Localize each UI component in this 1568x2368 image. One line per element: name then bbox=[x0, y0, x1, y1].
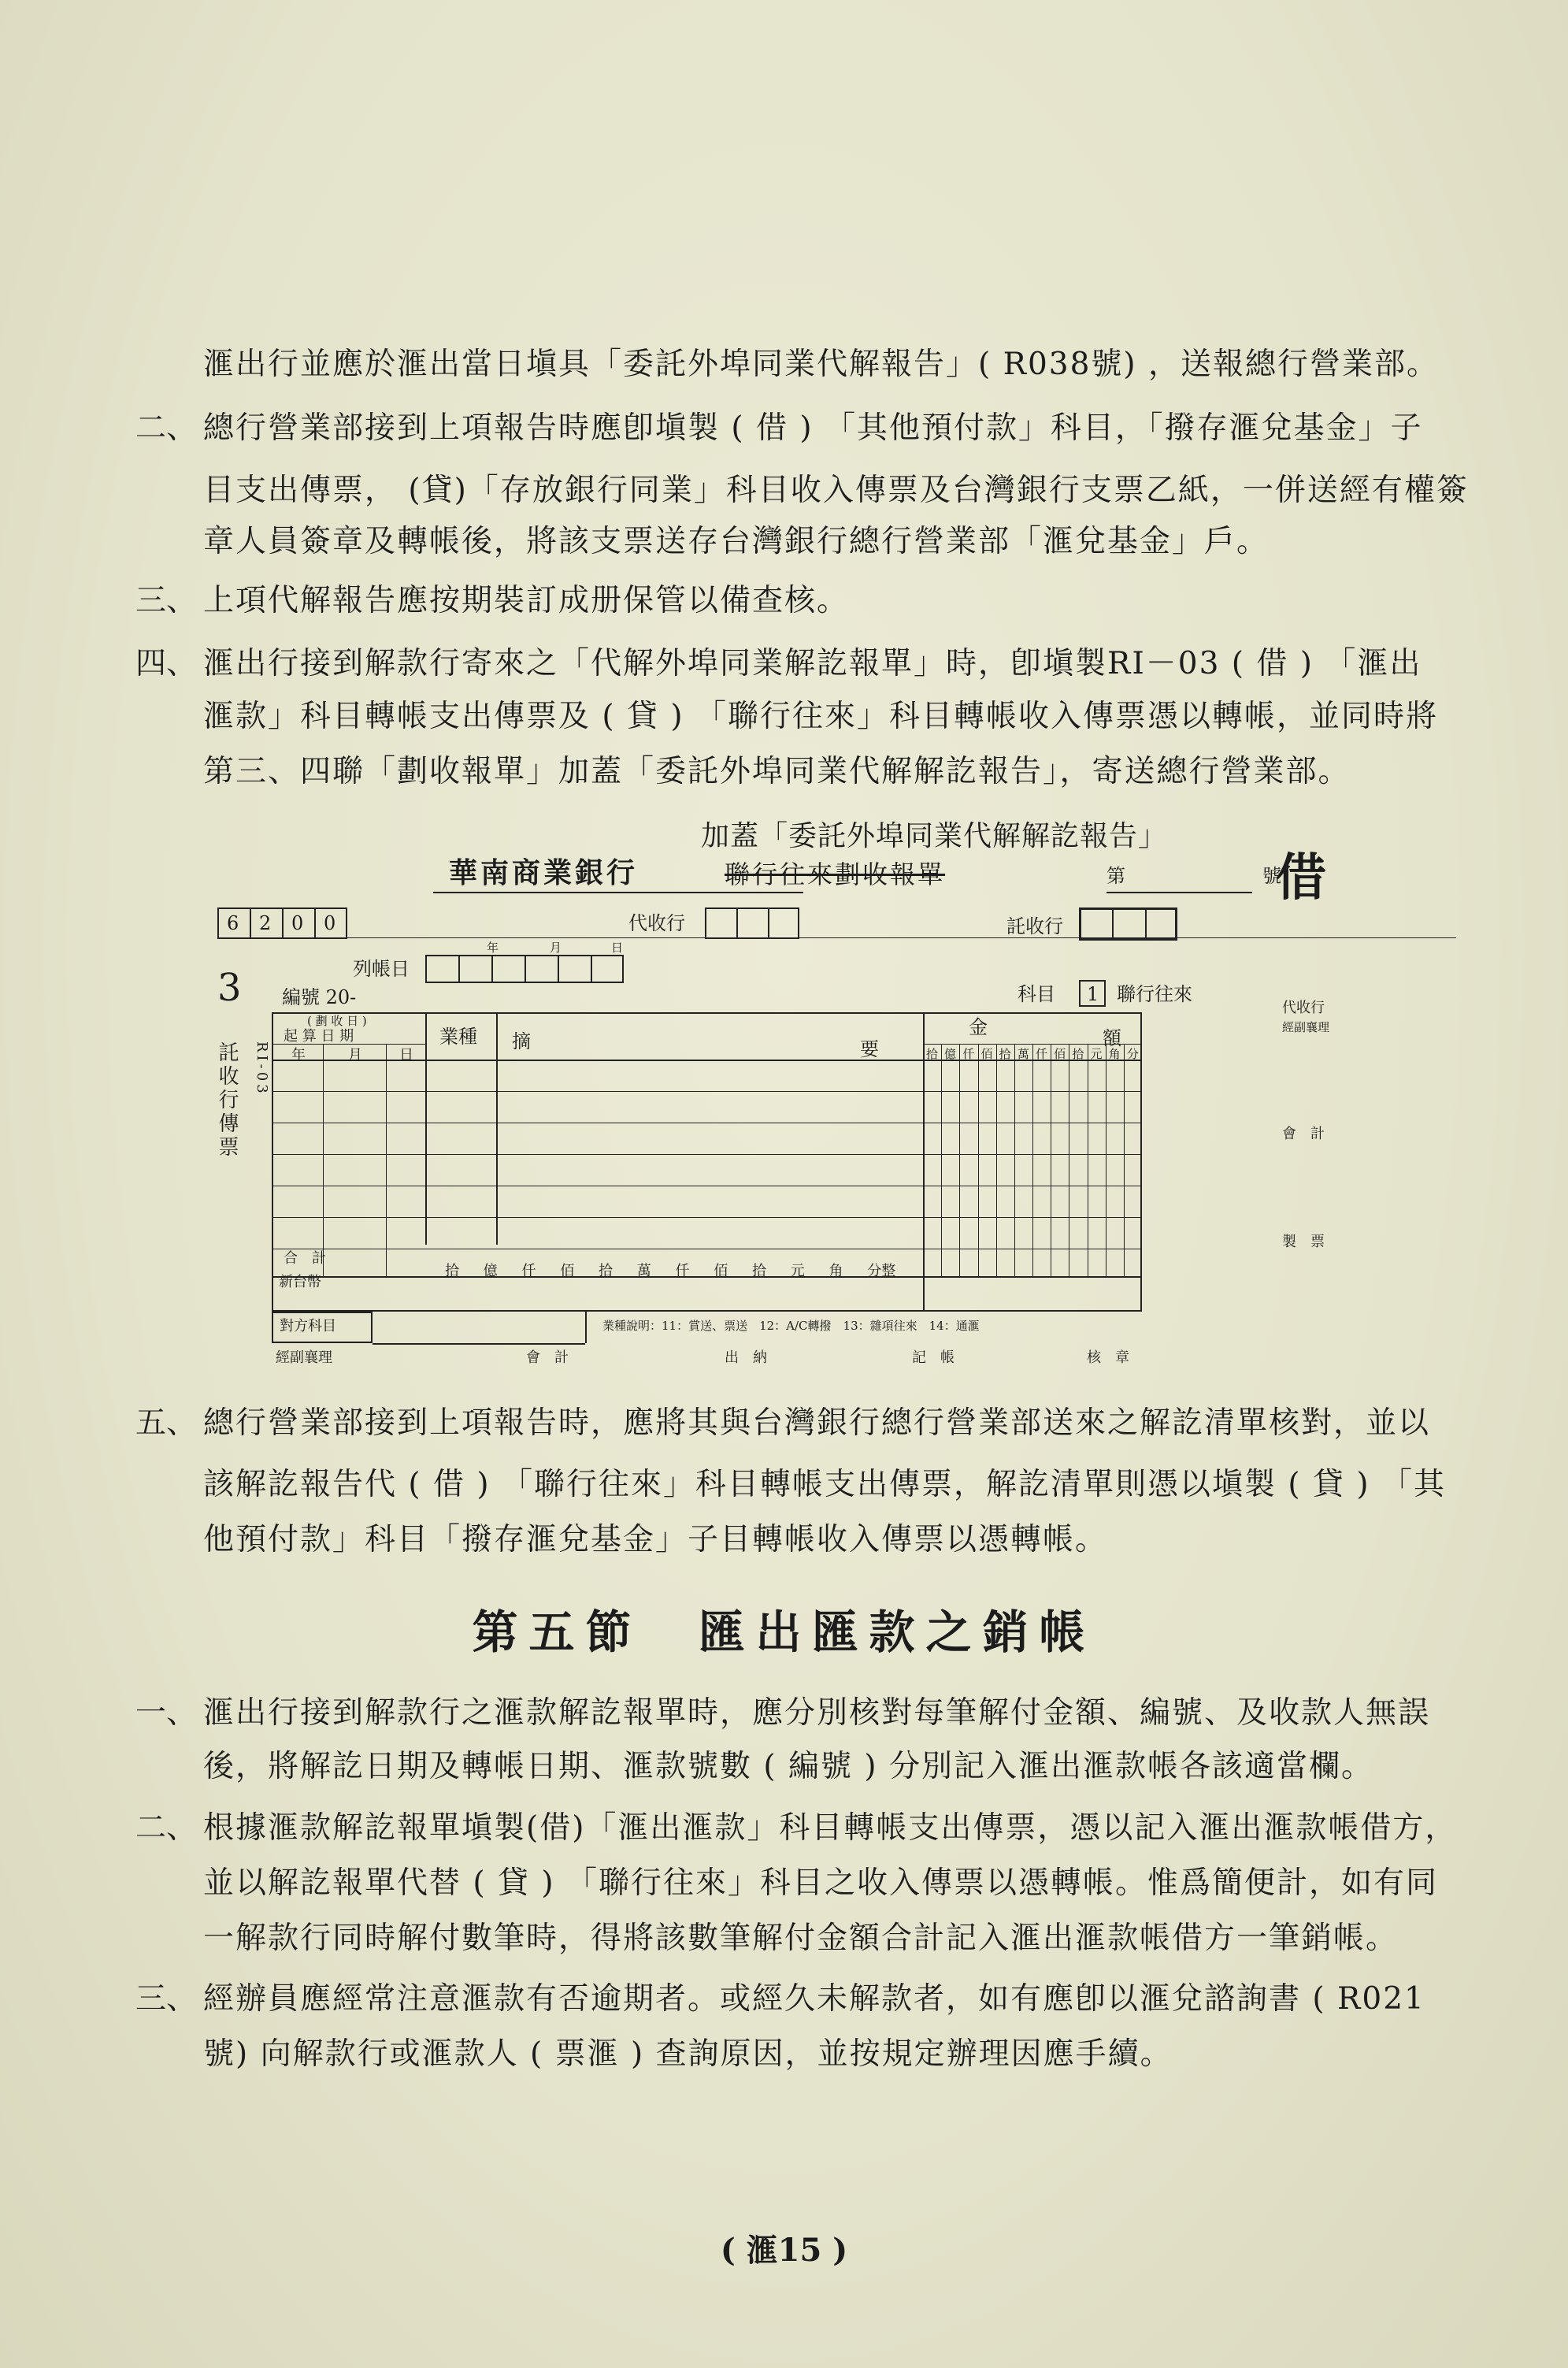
form-bank-name: 華南商業銀行 bbox=[449, 856, 639, 889]
form-amount-unit: 元 bbox=[1090, 1047, 1103, 1061]
form-total-unit: 拾 bbox=[445, 1263, 459, 1279]
sub-item-2-line-2: 並以解訖報單代替 ( 貸 ) 「聯行往來」科目之收入傳票以憑轉帳。惟爲簡便計，如有同 bbox=[203, 1865, 1439, 1901]
form-post-date-divider bbox=[458, 955, 460, 983]
item-2-line-3: 章人員簽章及轉帳後，將該支票送存台灣銀行總行營業部「滙兌基金」戶。 bbox=[203, 524, 1270, 559]
form-post-date-label: 列帳日 bbox=[353, 958, 410, 980]
form-type-col-end bbox=[496, 1012, 498, 1245]
form-amount-subline bbox=[923, 1044, 1142, 1045]
form-entrust-divider bbox=[1112, 907, 1114, 941]
item-5-line-2: 該解訖報告代 ( 借 ) 「聯行往來」科目轉帳支出傳票，解訖清單則憑以塡製 ( 貸 ) 「其 bbox=[203, 1467, 1447, 1502]
form-total-unit: 拾 bbox=[599, 1263, 613, 1279]
form-account-code: 1 bbox=[1087, 983, 1099, 1005]
form-total-unit: 仟 bbox=[521, 1263, 536, 1279]
form-total-unit: 元 bbox=[790, 1263, 805, 1279]
form-right-label: 會 計 bbox=[1282, 1126, 1325, 1142]
form-no-label-left: 第 bbox=[1106, 865, 1125, 887]
item-4-line-1: 滙出行接到解款行寄來之「代解外埠同業解訖報單」時，卽塡製RI－03 ( 借 ) 「滙出 bbox=[203, 646, 1422, 681]
page-number: ( 滙15 ) bbox=[720, 2232, 848, 2269]
form-amount-header-right: 額 bbox=[1103, 1027, 1121, 1049]
item-number-4: 四、 bbox=[135, 646, 198, 681]
form-type-note: 業種說明：11：賞送、票送 12：A/C轉撥 13：雜項往來 14：通滙 bbox=[602, 1319, 980, 1333]
form-total-unit: 角 bbox=[828, 1263, 843, 1279]
form-struck-title: 聯行往來劃收報單 bbox=[725, 859, 946, 889]
form-amount-col-line bbox=[959, 1044, 960, 1276]
form-amount-unit: 億 bbox=[944, 1047, 957, 1061]
form-total-line bbox=[272, 1276, 1142, 1278]
form-debit-char: 借 bbox=[1276, 848, 1326, 907]
form-total-unit: 億 bbox=[483, 1263, 498, 1279]
form-agent-bank-box bbox=[705, 907, 799, 939]
form-date-col-year: 年 bbox=[291, 1047, 306, 1063]
form-amount-unit: 佰 bbox=[980, 1047, 993, 1061]
form-day-small: 日 bbox=[611, 941, 624, 955]
form-date-col-day: 日 bbox=[399, 1047, 413, 1063]
form-row-line bbox=[272, 1091, 1142, 1092]
form-total-unit: 拾 bbox=[752, 1263, 766, 1279]
form-agent-bank-label: 代收行 bbox=[628, 912, 685, 934]
form-date-col bbox=[323, 1044, 324, 1276]
sub-item-1-line-2: 後，將解訖日期及轉帳日期、滙款號數 ( 編號 ) 分別記入滙出滙款帳各該適當欄。 bbox=[203, 1749, 1374, 1784]
form-entrust-bank-box bbox=[1079, 907, 1177, 941]
form-date-header-top: ( 劃 收 日 ) bbox=[307, 1014, 367, 1028]
item-3-line-1: 上項代解報告應按期裝訂成册保管以備查核。 bbox=[203, 583, 850, 618]
form-code-digit: 0 bbox=[324, 912, 336, 934]
form-type-header: 業種 bbox=[439, 1026, 477, 1048]
form-account-name: 聯行往來 bbox=[1117, 983, 1192, 1005]
form-serial-label: 編號 20- bbox=[282, 986, 357, 1008]
form-amount-unit: 萬 bbox=[1017, 1047, 1029, 1061]
form-code-divider bbox=[282, 907, 284, 939]
form-amount-col-line bbox=[978, 1044, 979, 1276]
form-total-unit: 萬 bbox=[636, 1263, 651, 1279]
form-code-digit: 2 bbox=[259, 912, 272, 934]
form-amount-col-line bbox=[941, 1044, 942, 1276]
form-account-label: 科目 bbox=[1018, 983, 1055, 1005]
form-summary-col-end bbox=[923, 1012, 925, 1312]
form-summary-header-left: 摘 bbox=[512, 1030, 531, 1052]
para-continued-line-1: 滙出行並應於滙出當日塡具「委託外埠同業代解報告」( R038號) ，送報總行營業部。 bbox=[203, 347, 1440, 382]
form-bottom-label: 核 章 bbox=[1087, 1349, 1129, 1366]
form-post-date-divider bbox=[525, 955, 526, 983]
section-title: 第五節 匯出匯款之銷帳 bbox=[472, 1605, 1096, 1659]
voucher-form bbox=[173, 819, 1402, 1386]
form-right-label: 製 票 bbox=[1282, 1234, 1325, 1250]
form-total-unit: 佰 bbox=[714, 1263, 728, 1279]
item-number-2: 二、 bbox=[135, 410, 198, 446]
form-bottom-label: 經副襄理 bbox=[276, 1349, 332, 1366]
form-title-underline bbox=[433, 892, 803, 893]
form-entrust-divider bbox=[1145, 907, 1147, 941]
sub-item-number-3: 三、 bbox=[135, 1981, 198, 2017]
form-amount-unit: 分 bbox=[1126, 1047, 1139, 1061]
sub-item-number-1: 一、 bbox=[135, 1695, 198, 1731]
item-number-3: 三、 bbox=[135, 583, 198, 618]
form-amount-col-line bbox=[996, 1044, 997, 1276]
form-date-col-end bbox=[425, 1012, 427, 1245]
form-bottom-label: 會 計 bbox=[526, 1349, 569, 1366]
form-amount-col-line bbox=[1014, 1044, 1015, 1276]
form-counter-line bbox=[373, 1343, 585, 1345]
sub-item-2-line-1: 根據滙款解訖報單塡製(借)「滙出滙款」科目轉帳支出傳票，憑以記入滙出滙款帳借方， bbox=[203, 1810, 1458, 1846]
form-row-line bbox=[272, 1217, 1142, 1218]
form-amount-unit: 拾 bbox=[1072, 1047, 1084, 1061]
form-amount-col-line bbox=[1124, 1044, 1125, 1276]
item-5-line-1: 總行營業部接到上項報告時，應將其與台灣銀行總行營業部送來之解訖清單核對，並以 bbox=[203, 1405, 1431, 1441]
form-post-date-divider bbox=[491, 955, 493, 983]
form-amount-unit: 仟 bbox=[962, 1047, 975, 1061]
sub-item-2-line-3: 一解款行同時解付數筆時，得將該數筆解付金額合計記入滙出滙款帳借方一筆銷帳。 bbox=[203, 1921, 1399, 1956]
form-post-date-divider bbox=[591, 955, 592, 983]
form-copy-number: 3 bbox=[217, 966, 242, 1010]
sub-item-3-line-2: 號) 向解款行或滙款人 ( 票滙 ) 查詢原因，並按規定辦理因應手續。 bbox=[203, 2036, 1173, 2072]
form-month-small: 月 bbox=[550, 941, 562, 955]
form-year-small: 年 bbox=[487, 941, 499, 955]
form-bottom-label: 記 帳 bbox=[912, 1349, 955, 1366]
form-amount-unit: 佰 bbox=[1054, 1047, 1066, 1061]
sub-item-number-2: 二、 bbox=[135, 1810, 198, 1846]
form-code-digit: 6 bbox=[227, 912, 239, 934]
form-amount-unit: 角 bbox=[1108, 1047, 1121, 1061]
sub-item-1-line-1: 滙出行接到解款行之滙款解訖報單時，應分別核對每筆解付金額、編號、及收款人無誤 bbox=[203, 1695, 1431, 1731]
form-amount-unit: 仟 bbox=[1036, 1047, 1048, 1061]
form-post-date-divider bbox=[558, 955, 559, 983]
form-counter-end bbox=[585, 1312, 587, 1343]
item-5-line-3: 他預付款」科目「撥存滙兌基金」子目轉帳收入傳票以憑轉帳。 bbox=[203, 1522, 1108, 1557]
sub-item-3-line-1: 經辦員應經常注意滙款有否逾期者。或經久未解款者，如有應卽以滙兌諮詢書 ( R021 bbox=[203, 1981, 1425, 2017]
form-right-label: 代收行 bbox=[1282, 1000, 1325, 1016]
form-amount-header-left: 金 bbox=[969, 1016, 988, 1038]
form-side-title: 託收行傳票 bbox=[215, 1041, 239, 1160]
form-date-col bbox=[386, 1044, 387, 1276]
item-number-5: 五、 bbox=[135, 1405, 198, 1441]
form-no-label-right: 號 bbox=[1262, 865, 1281, 887]
form-summary-header-right: 要 bbox=[860, 1038, 879, 1060]
form-right-label: 經副襄理 bbox=[1282, 1020, 1330, 1034]
form-amount-unit: 拾 bbox=[999, 1047, 1011, 1061]
form-agent-divider bbox=[768, 907, 769, 939]
form-total-unit: 佰 bbox=[560, 1263, 575, 1279]
form-counter-label: 對方科目 bbox=[280, 1318, 336, 1334]
form-agent-divider bbox=[736, 907, 738, 939]
form-code-line bbox=[347, 937, 1456, 938]
item-4-line-2: 滙款」科目轉帳支出傳票及 ( 貸 ) 「聯行往來」科目轉帳收入傳票憑以轉帳，並同時將 bbox=[203, 699, 1439, 734]
form-date-col-month: 月 bbox=[348, 1047, 362, 1063]
form-entrust-bank-label: 託收行 bbox=[1006, 915, 1063, 937]
form-stamp: 加蓋「委託外埠同業代解解訖報告」 bbox=[701, 820, 1168, 852]
item-2-line-1: 總行營業部接到上項報告時應卽塡製 ( 借 ) 「其他預付款」科目，「撥存滙兌基金」子 bbox=[203, 410, 1423, 446]
form-side-code: RI-03 bbox=[254, 1041, 270, 1097]
item-4-line-3: 第三、四聯「劃收報單」加蓋「委託外埠同業代解解訖報告」，寄送總行營業部。 bbox=[203, 754, 1351, 789]
form-total-unit: 分整 bbox=[867, 1263, 896, 1279]
form-code-digit: 0 bbox=[291, 912, 304, 934]
form-code-divider bbox=[250, 907, 251, 939]
form-total-label-2: 新台幣 bbox=[279, 1274, 321, 1290]
form-amount-col-line bbox=[1032, 1044, 1033, 1276]
form-bottom-label: 出 納 bbox=[725, 1349, 767, 1366]
form-total-label-1: 合 計 bbox=[284, 1250, 326, 1267]
form-no-line bbox=[1106, 892, 1252, 893]
form-date-header: 起 算 日 期 bbox=[284, 1028, 354, 1045]
form-row-line bbox=[272, 1154, 1142, 1155]
form-total-unit: 仟 bbox=[675, 1263, 690, 1279]
form-code-divider bbox=[314, 907, 316, 939]
item-2-line-2: 目支出傳票， (貸)「存放銀行同業」科目收入傳票及台灣銀行支票乙紙，一併送經有權簽 bbox=[203, 473, 1469, 508]
form-amount-unit: 拾 bbox=[926, 1047, 939, 1061]
